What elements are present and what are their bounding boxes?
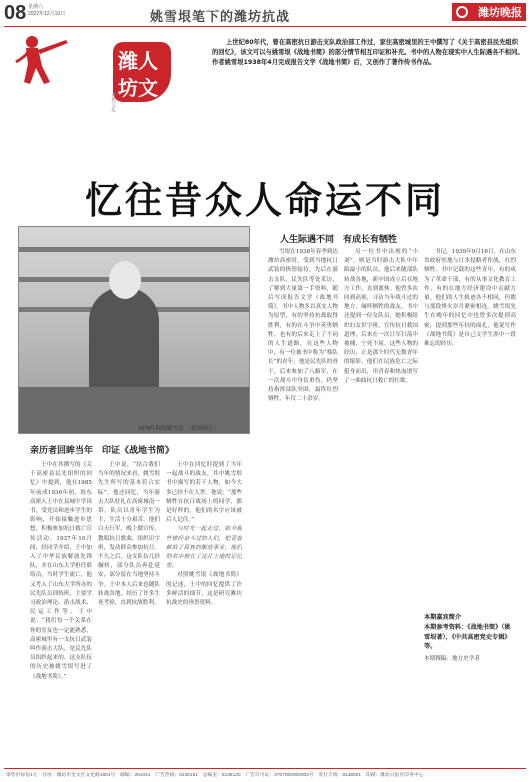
article-column-6: 书记。1939年9月16日，在山东省政府驻地与日本侵略者作战，壮烈牺牲。书中记载的这些青年，有的成为了革命干部，有的从事文化教育工作，有的在地方经济建设中贡献力量。他们的人生轨迹各不相同，但都与那段烽火岁月紧密相连。姚雪垠先生在晚年的回忆中也曾多次提到高密，提到那些年轻的面孔，他说写作《战地书简》是自己文学生涯中一段难忘的经历。 [424, 249, 516, 348]
header-rule [4, 26, 526, 27]
portrait-photo [18, 226, 250, 434]
paragraph: 对照姚雪垠《战地书简》的记述，王中的回忆提供了许多鲜活的细节，这是研究潍坊抗战史的珍贵资料。 [166, 572, 242, 607]
bio-body: 本期参考资料：《战地书简》（姚雪垠著），《中共高密党史专辑》等。 [424, 624, 511, 650]
article-column-4: 雪垠在1938年春季到达潍坊高密时，受到当地抗日武装的热情接待，先后在游击支队、民先队等处采访，了解到大量第一手资料，随后写成报告文学《战地书简》。书中人物多以真实人物为原型，有的坚持抗战取得胜利，有的在斗争中英勇牺牲，也有的后来走上了不同的人生道路。在这些人物中，有一位被书中称为“蔡队长”的青年，他是民先队的骨干，后来参加了八路军，在一次战斗中身负重伤，仍坚持指挥部队突围，最终壮烈牺牲，年仅二十余岁。 [268, 249, 338, 403]
page-number: 08 [4, 2, 27, 24]
bio-author: 本期撰稿：地方史学者 [424, 655, 480, 662]
section-title: 姚雪垠笔下的潍坊抗战 [150, 10, 291, 25]
column-logo-line2: 坊文 [118, 76, 158, 100]
article-column-2: 王中说，“结合我们当年的情况来看，姚雪垠先生所写的基本符合实际”。他还回忆，当年游击大队驻扎在高密城南一带，队员以青年学生为主，生活十分艰苦，他们白天行军，晚上做宣传，教唱抗日歌曲，组织识字班，发动群众参加抗日。不久之后，这支队伍几经辗转，部分队员奔赴延安，部分留在当地坚持斗争。王中本人后来也随队转战各地，经历了许多生死考验，直到抗战胜利。 [98, 462, 160, 607]
footer-rule [4, 768, 526, 769]
column-logo-line1: 潍人 [118, 49, 158, 73]
soldier-silhouette-icon [8, 32, 70, 84]
person-head [109, 261, 141, 299]
page-footer: 零售价每份1元 社址：潍坊市奎文区文化路1801号 邮编：261041 广告热线：8136151 总编室：8136120 广告许可证：3707000000003号 发行专线：8136001 印刷：潍坊日报社印务中心 [6, 773, 424, 778]
article-intro: 上世纪80年代，曾在高密抗日游击支队政治部工作过，家住高密城里的王中撰写了《关于高密县民先组织的回忆》，该文可以与姚雪垠《战地书简》的部分情节相互印证和补充。书中的人物在现实中人生际遇各不相同。作者姚雪垠1938年4月完成报告文学《战地书简》后，又创作了著作传书作品。 [212, 39, 524, 66]
column-logo [113, 42, 171, 102]
article-column-3 [166, 461, 242, 761]
newspaper-brand [452, 3, 526, 21]
subhead-witness: 亲历者回眸当年 印证《战地书简》 [30, 446, 175, 456]
page-date-block [28, 4, 65, 18]
page-header [0, 0, 530, 26]
photo-caption: 1978年时的姚雪垠。（资料图片） [138, 426, 219, 432]
column-logo-sub: 齐鲁文化 [110, 92, 116, 112]
weekday: 星期六 [28, 4, 44, 10]
subhead-life-paths: 人生际遇不同 有成长有牺牲 [280, 235, 398, 245]
bio-box [424, 612, 516, 664]
article-headline: 忆往昔众人命运不同 [85, 178, 445, 222]
issue-date: 2022年12月10日 [28, 11, 66, 17]
bio-header: 本期嘉宾简介 [424, 614, 462, 621]
bookshelf-line [19, 247, 249, 252]
brand-logo-icon [456, 6, 468, 18]
quoted-verse: 与时光一起走过，如今那些曾经奋斗过的人们，把青春献给了民族的解放事业，他们的名字刻在了这片土地的记忆里。 [166, 526, 242, 570]
brand-name: 潍坊晚报 [478, 6, 522, 19]
article-column-5: 另一位书中出现的“小刘”，则是当时游击大队中年龄最小的队员，他后来随部队转战各地，新中国成立后在地方工作，直到离休。他曾多次回到高密，寻访当年战斗过的地方，缅怀牺牲的战友。书中还提到一位女队员，她积极组织妇女识字班，宣传抗日救国道理，后来在一次日军扫荡中被捕，宁死不屈。这些人物的经历，正是那个时代无数青年的缩影，他们在民族危亡之际挺身而出，用青春和热血谱写了一曲曲抗日救亡的壮歌。 [344, 249, 418, 384]
person-figure [89, 287, 159, 397]
article-column-1: 王中在其撰写的《关于高密县民先组织的回忆》中提到，他在1985年前成1936年初，胶东高密人王中在县城中学读书，受党员和进步学生的影响，开始接触进步思想，积极参加抗日救亡宣传活动。1937年10月间，经同学介绍，王中加入了中华民族解放先锋队，并在山东大学担任联络员。当时学生流亡，他又考入了山东大学所办的民先队员训练班，主要学习政治理论、游击战术、民运工作等。王中说：“我们每一个关系在你的室友也一定能熟悉，高密城里有一支抗日武装叫作游击大队，是民先队员组织起来的。这支队伍的历史被姚雪垠写进了《战地书简》。” [30, 462, 92, 680]
paragraph: 王中在回忆时提到了当年一起战斗的战友，其中姚雪垠书中描写的若干人物，如今大多已经不在人世。他说：“那些牺牲在抗日战场上的同学，都是好样的，他们的名字应该被后人记住。” [166, 462, 242, 524]
